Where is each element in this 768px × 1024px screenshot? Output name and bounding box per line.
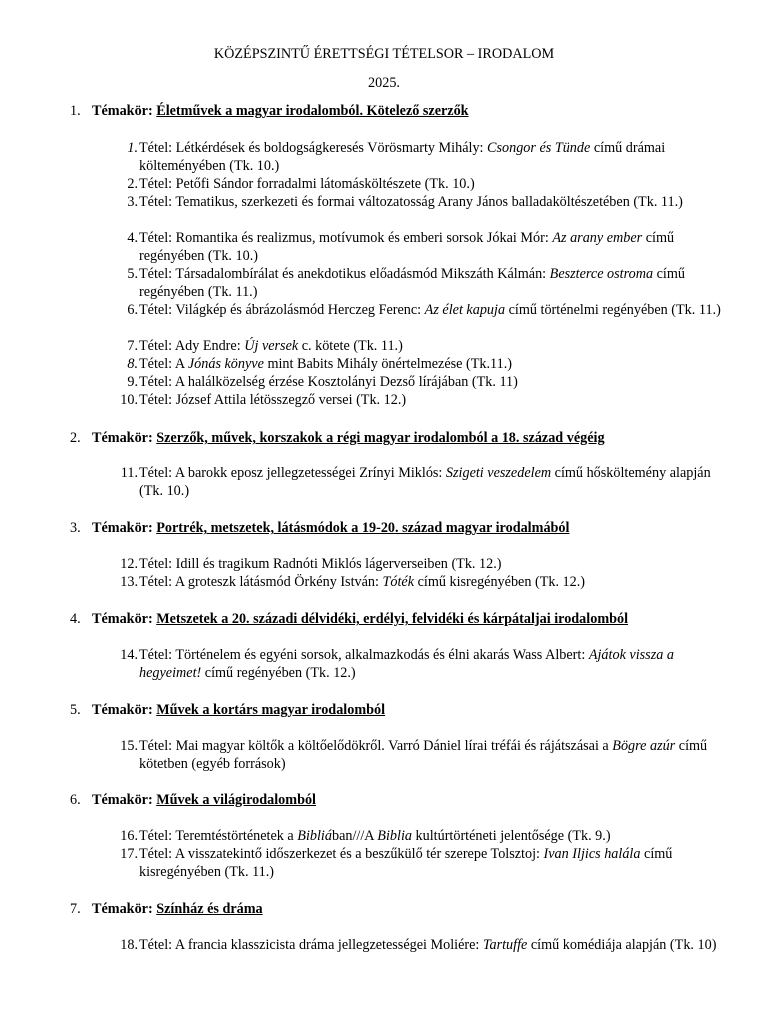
item-text: Tétel: A barokk eposz jellegzetességei Zrínyi Miklós: Szigeti veszedelem című hősköltemény alapján (Tk. 10.): [139, 465, 711, 499]
document-year: 2025.: [368, 75, 400, 91]
item-text: Tétel: Idill és tragikum Radnóti Miklós lágerverseiben (Tk. 12.): [139, 556, 502, 572]
item-number: 7.: [127, 338, 138, 354]
item-text: Tétel: A francia klasszicista dráma jellegzetességei Moliére: Tartuffe című komédiája alapján (Tk. 10): [139, 937, 717, 953]
list-item: [114, 175, 724, 193]
item-text: Tétel: Tematikus, szerkezeti és formai változatosság Arany János balladaköltészetében (Tk. 11.): [139, 194, 683, 210]
item-text: Tétel: A Jónás könyve mint Babits Mihály önértelmezése (Tk.11.): [139, 356, 512, 372]
item-number: 2.: [127, 176, 138, 192]
item-text: Tétel: Világkép és ábrázolásmód Herczeg Ferenc: Az élet kapuja című történelmi regényében (Tk. 11.): [139, 302, 721, 318]
list-item: [114, 301, 724, 319]
topic-number: 7.: [70, 901, 81, 917]
item-text: Tétel: Petőfi Sándor forradalmi látomásköltészete (Tk. 10.): [139, 176, 475, 192]
list-item: [114, 464, 724, 500]
item-text: Tétel: József Attila létösszegző versei (Tk. 12.): [139, 392, 407, 408]
topic-heading: [70, 519, 569, 537]
topic-heading: [70, 791, 316, 809]
list-item: [114, 827, 724, 845]
topic-number: 2.: [70, 430, 81, 446]
topic-number: 1.: [70, 103, 81, 119]
item-number: 1.: [127, 140, 138, 156]
list-item: [114, 936, 724, 954]
item-number: 15.: [120, 738, 138, 754]
topic-label: Témakör:: [92, 702, 157, 718]
topic-number: 3.: [70, 520, 81, 536]
item-number: 6.: [127, 302, 138, 318]
topic-title: Életművek a magyar irodalomból. Kötelező szerzők: [156, 103, 469, 119]
topic-heading: [70, 701, 385, 719]
item-number: 9.: [127, 374, 138, 390]
topic-heading: [70, 429, 605, 447]
item-number: 10.: [120, 392, 138, 408]
item-number: 5.: [127, 266, 138, 282]
item-number: 11.: [120, 465, 138, 481]
list-item: [114, 555, 724, 573]
item-text: Tétel: A halálközelség érzése Kosztolányi Dezső lírájában (Tk. 11): [139, 374, 518, 390]
list-item: [114, 337, 724, 355]
topic-label: Témakör:: [92, 103, 157, 119]
list-item: [114, 265, 724, 301]
topic-label: Témakör:: [92, 520, 157, 536]
topic-heading: [70, 900, 263, 918]
topic-title: Színház és dráma: [156, 901, 263, 917]
item-number: 8.: [127, 356, 138, 372]
list-item: [114, 391, 724, 409]
topic-label: Témakör:: [92, 430, 157, 446]
item-number: 4.: [127, 230, 138, 246]
item-text: Tétel: Mai magyar költők a költőelődökről. Varró Dániel lírai tréfái és rájátszásai a Bögre azúr című kötetben (egyéb források): [139, 738, 708, 772]
topic-number: 4.: [70, 611, 81, 627]
item-number: 14.: [120, 647, 138, 663]
topic-title: Szerzők, művek, korszakok a régi magyar irodalomból a 18. század végéig: [156, 430, 605, 446]
list-item: [114, 139, 724, 175]
list-item: [114, 373, 724, 391]
topic-label: Témakör:: [92, 792, 157, 808]
item-text: Tétel: Történelem és egyéni sorsok, alkalmazkodás és élni akarás Wass Albert: Ajátok vissza a hegyeimet! című regényében (Tk. 12.): [139, 647, 674, 681]
item-text: Tétel: Ady Endre: Új versek c. kötete (Tk. 11.): [139, 338, 403, 354]
item-text: Tétel: Teremtéstörténetek a Bibliában///A Biblia kultúrtörténeti jelentősége (Tk. 9.): [139, 828, 611, 844]
document-title: KÖZÉPSZINTŰ ÉRETTSÉGI TÉTELSOR – IRODALOM: [213, 46, 555, 62]
topic-label: Témakör:: [92, 901, 157, 917]
item-number: 18.: [120, 937, 138, 953]
item-text: Tétel: Létkérdések és boldogságkeresés Vörösmarty Mihály: Csongor és Tünde című drámai költeményében (Tk. 10.): [139, 140, 666, 174]
list-item: [114, 845, 724, 881]
item-number: 3.: [127, 194, 138, 210]
topic-title: Portrék, metszetek, látásmódok a 19-20. század magyar irodalmából: [156, 520, 570, 536]
list-item: [114, 737, 724, 773]
list-item: [114, 355, 724, 373]
item-text: Tétel: Társadalombírálat és anekdotikus előadásmód Mikszáth Kálmán: Beszterce ostroma című regényében (Tk. 11.): [139, 266, 685, 300]
topic-title: Metszetek a 20. századi délvidéki, erdélyi, felvidéki és kárpátaljai irodalomból: [156, 611, 629, 627]
item-text: Tétel: A visszatekintő időszerkezet és a beszűkülő tér szerepe Tolsztoj: Ivan Iljics halála című kisregényében (Tk. 11.): [139, 846, 673, 880]
topic-number: 5.: [70, 702, 81, 718]
topic-heading: [70, 610, 628, 628]
list-item: [114, 193, 724, 211]
topic-label: Témakör:: [92, 611, 157, 627]
topic-title: Művek a világirodalomból: [156, 792, 316, 808]
item-number: 12.: [120, 556, 138, 572]
topic-heading: [70, 102, 469, 120]
item-text: Tétel: Romantika és realizmus, motívumok és emberi sorsok Jókai Mór: Az arany ember című regényében (Tk. 10.): [139, 230, 675, 264]
item-number: 13.: [120, 574, 138, 590]
list-item: [114, 573, 724, 591]
list-item: [114, 229, 724, 265]
list-item: [114, 646, 724, 682]
topic-title: Művek a kortárs magyar irodalomból: [156, 702, 386, 718]
item-number: 17.: [120, 846, 138, 862]
item-number: 16.: [120, 828, 138, 844]
item-text: Tétel: A groteszk látásmód Örkény István: Tóték című kisregényében (Tk. 12.): [139, 574, 586, 590]
topic-number: 6.: [70, 792, 81, 808]
